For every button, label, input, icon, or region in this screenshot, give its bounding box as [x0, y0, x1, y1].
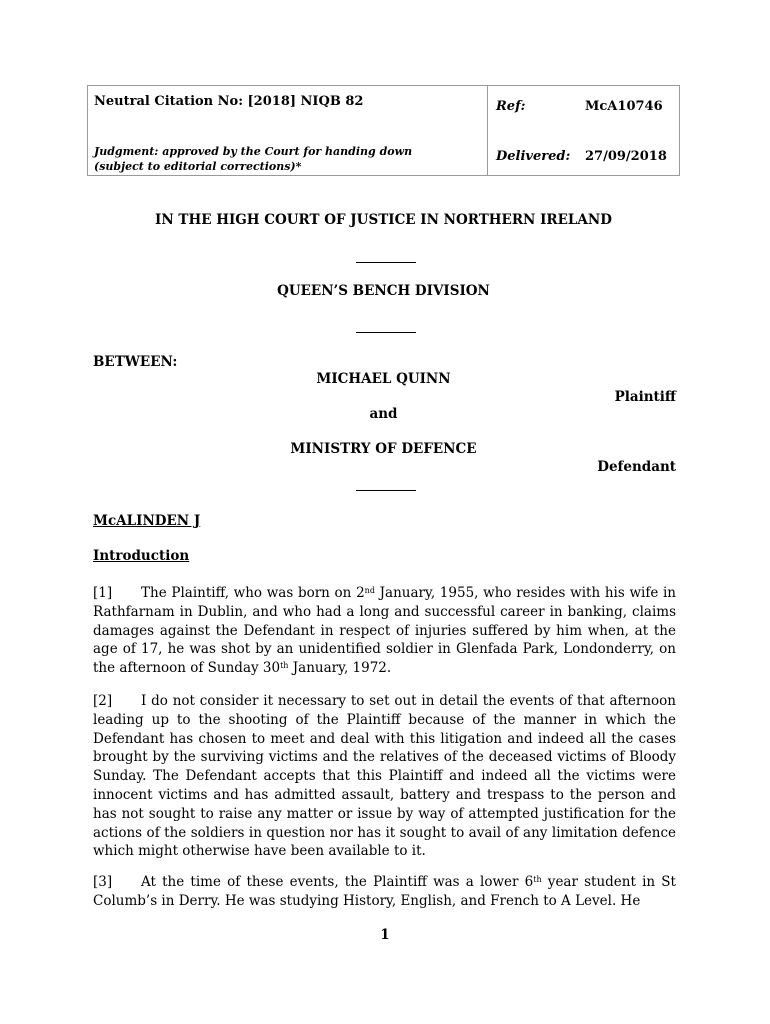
citation-box: [87, 85, 680, 176]
paragraph-text: At the time of these events, the Plaintiff was a lower 6: [141, 874, 534, 890]
page-number: 1: [380, 927, 390, 943]
divider: [356, 262, 416, 263]
paragraph-1: [93, 584, 676, 678]
paragraph-3: [93, 873, 676, 911]
defendant-name: MINISTRY OF DEFENCE: [290, 441, 477, 457]
plaintiff-name: MICHAEL QUINN: [316, 371, 451, 387]
and-label: and: [369, 406, 398, 422]
defendant-role: Defendant: [597, 459, 676, 475]
superscript: th: [280, 661, 289, 671]
divider: [356, 490, 416, 491]
superscript: th: [533, 875, 542, 884]
divider: [356, 332, 416, 333]
paragraph-number: [3]: [93, 874, 113, 890]
paragraph-text: January, 1955, who resides with his wife in Rathfarnam in Dublin, and who had a long and successful career in banking, claims damages against the Defendant in respect of injuries suffered by him when, at the age of 17, he was shot by an unidentified soldier in Glenfada Park, Londonderry, on the afternoon of Sunday 30: [93, 585, 677, 677]
division-title: QUEEN’S BENCH DIVISION: [277, 283, 490, 299]
plaintiff-role: Plaintiff: [614, 389, 676, 405]
paragraph-2: [93, 692, 676, 861]
judgment-note-line1: Judgment: approved by the Court for handing down: [94, 145, 413, 158]
between-label: BETWEEN:: [93, 354, 178, 370]
ref-label: Ref:: [496, 99, 526, 114]
judgment-note: [94, 144, 474, 174]
paragraph-text: January, 1972.: [288, 660, 392, 677]
citation-left-cell: [88, 86, 488, 175]
paragraph-text: year student in St Columb’s in Derry. He was studying History, English, and French to A Level. He: [93, 874, 676, 909]
paragraph-number: [2]: [93, 693, 113, 709]
judgment-note-line2: (subject to editorial corrections)*: [94, 160, 302, 173]
paragraph-number: [1]: [93, 585, 113, 601]
paragraph-text: The Plaintiff, who was born on 2: [141, 585, 365, 601]
delivered-value: 27/09/2018: [585, 149, 667, 164]
judge-name: McALINDEN J: [93, 513, 201, 529]
superscript: nd: [364, 586, 375, 595]
paragraph-text: I do not consider it necessary to set out in detail the events of that afternoon leading up to the shooting of the Plaintiff because of the manner in which the Defendant has chosen to meet and deal with this litigation and indeed all the cases brought by the surviving victims and the relatives of the deceased victims of Bloody Sunday. The Defendant accepts that this Plaintiff and indeed all the victims were innocent victims and has admitted assault, battery and trespass to the person and has not sought to raise any matter or issue by way of attempted justification for the actions of the soldiers in question nor has it sought to avail of any limitation defence which might otherwise have been available to it.: [93, 693, 676, 860]
court-title: IN THE HIGH COURT OF JUSTICE IN NORTHERN IRELAND: [155, 212, 612, 228]
section-heading: Introduction: [93, 548, 190, 564]
ref-value: McA10746: [585, 99, 663, 114]
delivered-label: Delivered:: [496, 149, 571, 164]
neutral-citation: Neutral Citation No: [2018] NIQB 82: [94, 94, 364, 109]
